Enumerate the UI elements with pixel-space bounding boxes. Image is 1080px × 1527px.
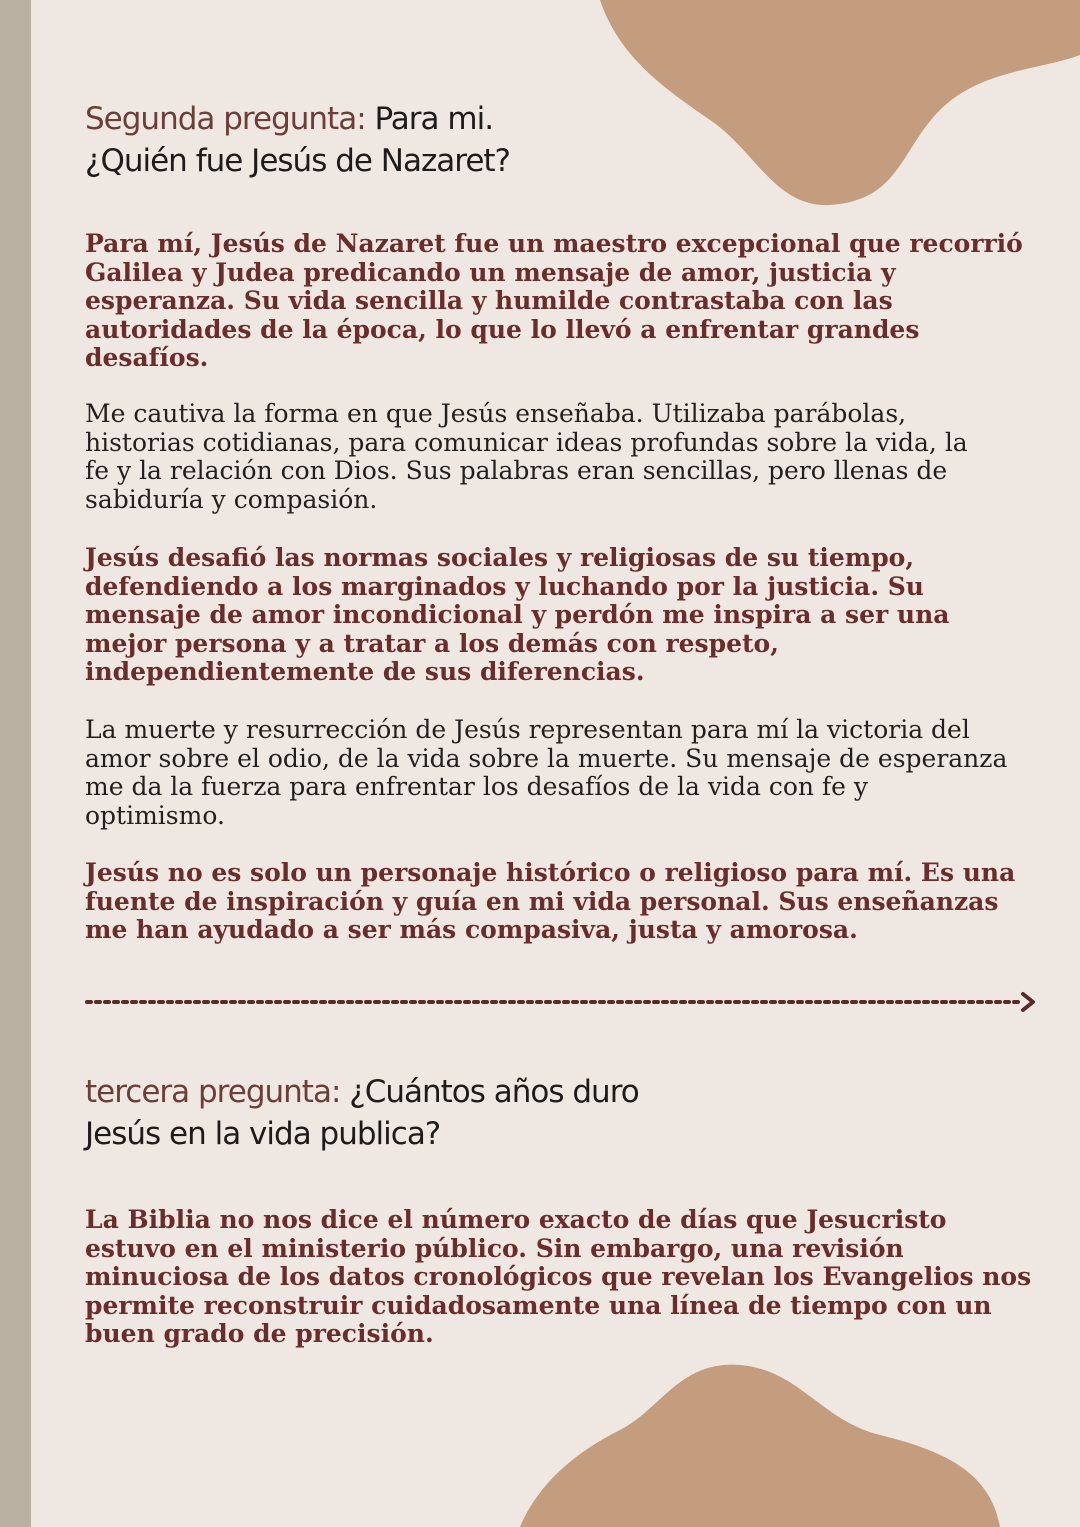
section2-paragraph-3: Jesús desafió las normas sociales y religiosas de su tiempo, defendiendo a los marginados y luchando por la justicia. Su mensaje de amor incondicional y perdón me inspira a ser una mejor persona y a tratar a los demás con respeto, independientemente de sus diferencias. (85, 543, 950, 686)
section2-paragraph-2: Me cautiva la forma en que Jesús enseñaba. Utilizaba parábolas, historias cotidianas, para comunicar ideas profundas sobre la vida, la fe y la relación con Dios. Sus palabras eran sencillas, pero llenas de sabiduría y compasión. (85, 399, 968, 514)
section2-heading-line1: Para mi. (365, 101, 494, 137)
section2-heading (85, 98, 510, 182)
section2-heading-line2: ¿Quién fue Jesús de Nazaret? (85, 143, 510, 179)
section3-heading-line2: Jesús en la vida publica? (85, 1116, 441, 1152)
section3-paragraph: La Biblia no nos dice el número exacto de días que Jesucristo estuvo en el ministerio público. Sin embargo, una revisión minuciosa de los datos cronológicos que revelan los Evangelios nos permite reconstruir cuidadosamente una línea de tiempo con un buen grado de precisión. (85, 1205, 1032, 1348)
section3-heading-line1: ¿Cuántos años duro (340, 1074, 639, 1110)
section3-heading (85, 1071, 639, 1155)
decorative-blob-bottom (520, 1360, 1020, 1527)
section2-label: Segunda pregunta: (85, 101, 366, 137)
decorative-blob-top (600, 0, 1080, 210)
section2-paragraph-1: Para mí, Jesús de Nazaret fue un maestro excepcional que recorrió Galilea y Judea predicando un mensaje de amor, justicia y esperanza. Su vida sencilla y humilde contrastaba con las autoridades de la época, lo que lo llevó a enfrentar grandes desafíos. (85, 229, 1023, 372)
left-margin-bar (0, 0, 31, 1527)
section2-paragraph-5: Jesús no es solo un personaje histórico o religioso para mí. Es una fuente de inspiración y guía en mi vida personal. Sus enseñanzas me han ayudado a ser más compasiva, justa y amorosa. (85, 858, 1016, 944)
dotted-arrow-divider (85, 990, 1045, 1014)
section3-label: tercera pregunta: (85, 1074, 341, 1110)
section2-paragraph-4: La muerte y resurrección de Jesús representan para mí la victoria del amor sobre el odio, de la vida sobre la muerte. Su mensaje de esperanza me da la fuerza para enfrentar los desafíos de la vida con fe y optimismo. (85, 715, 1008, 830)
